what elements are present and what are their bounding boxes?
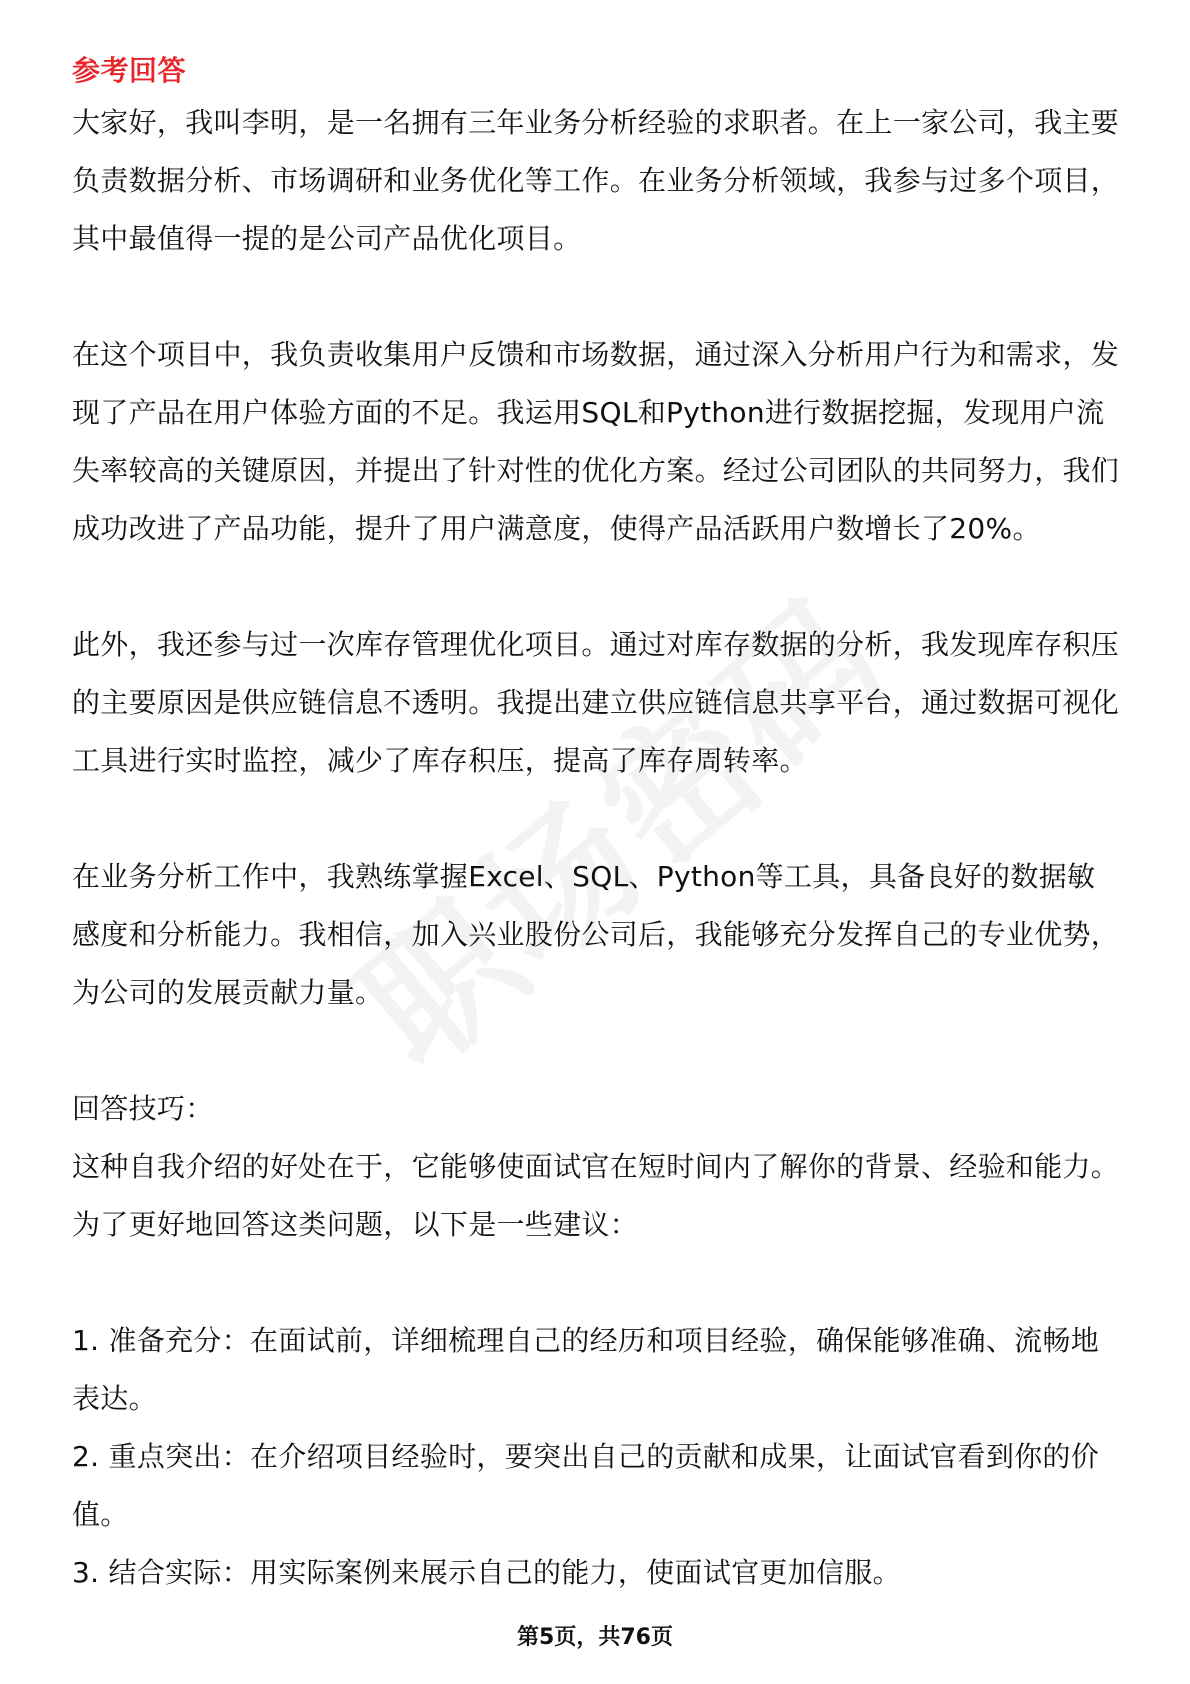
answer-paragraph-4: 在业务分析工作中，我熟练掌握Excel、SQL、Python等工具，具备良好的数据敏感度和分析能力。我相信，加入兴业股份公司后，我能够充分发挥自己的专业优势，为公司的发展贡献力量。 [72,860,1120,1009]
paragraph-gap [72,268,1122,326]
answer-paragraph-3: 此外，我还参与过一次库存管理优化项目。通过对库存数据的分析，我发现库存积压的主要原因是供应链信息不透明。我提出建立供应链信息共享平台，通过数据可视化工具进行实时监控，减少了库存积压，提高了库存周转率。 [72,628,1120,777]
paragraph-gap [72,1022,1122,1080]
section-heading: 参考回答 [72,54,187,87]
paragraph-gap [72,790,1122,848]
page-number: 第5页，共76页 [517,1625,673,1650]
tips-intro: 这种自我介绍的好处在于，它能够使面试官在短时间内了解你的背景、经验和能力。为了更好地回答这类问题，以下是一些建议： [72,1150,1120,1241]
paragraph-gap [72,558,1122,616]
paragraph-gap [72,1254,1122,1312]
tip-item-2: 2. 重点突出：在介绍项目经验时，要突出自己的贡献和成果，让面试官看到你的价值。 [72,1440,1100,1531]
answer-paragraph-2: 在这个项目中，我负责收集用户反馈和市场数据，通过深入分析用户行为和需求，发现了产品在用户体验方面的不足。我运用SQL和Python进行数据挖掘，发现用户流失率较高的关键原因，并提出了针对性的优化方案。经过公司团队的共同努力，我们成功改进了产品功能，提升了用户满意度，使得产品活跃用户数增长了20%。 [72,338,1120,545]
tips-title: 回答技巧： [72,1092,214,1125]
page-content [72,48,1122,1602]
tip-item-1: 1. 准备充分：在面试前，详细梳理自己的经历和项目经验，确保能够准确、流畅地表达。 [72,1324,1100,1415]
tip-item-3: 3. 结合实际：用实际案例来展示自己的能力，使面试官更加信服。 [72,1556,901,1589]
answer-paragraph-1: 大家好，我叫李明，是一名拥有三年业务分析经验的求职者。在上一家公司，我主要负责数据分析、市场调研和业务优化等工作。在业务分析领域，我参与过多个项目，其中最值得一提的是公司产品优化项目。 [72,106,1120,255]
